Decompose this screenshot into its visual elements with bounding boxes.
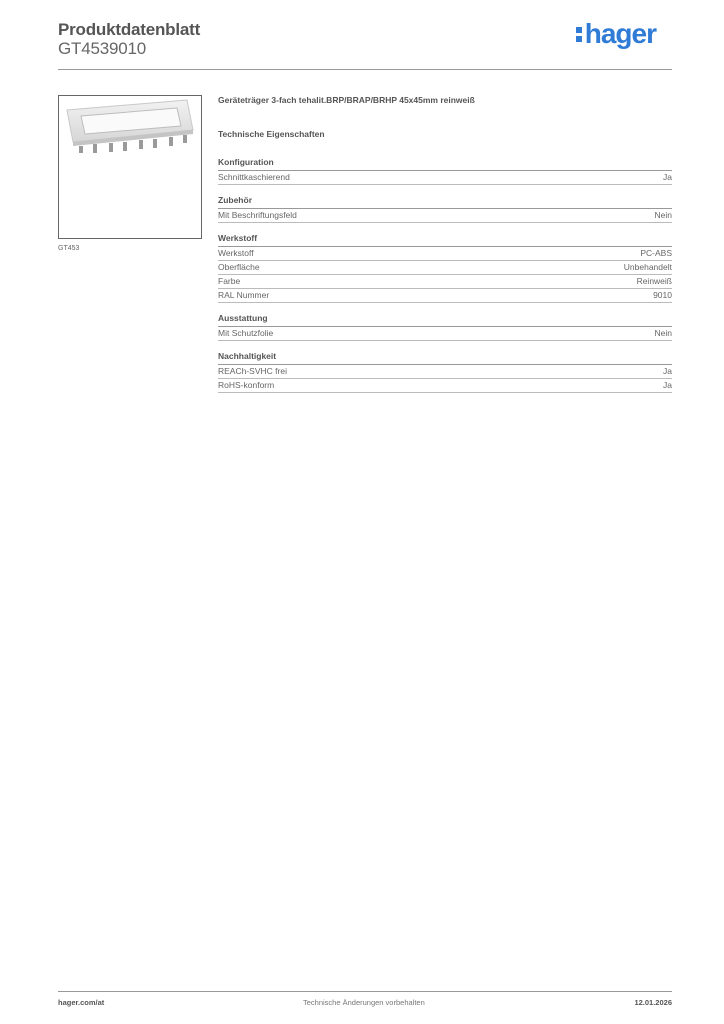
- property-label: Farbe: [218, 276, 241, 286]
- group-konfiguration: [218, 157, 672, 185]
- property-label: Oberfläche: [218, 262, 260, 272]
- property-label: Mit Schutzfolie: [218, 328, 274, 338]
- footer-disclaimer: Technische Änderungen vorbehalten: [303, 998, 425, 1007]
- property-row: [218, 247, 672, 261]
- property-label: RAL Nummer: [218, 290, 270, 300]
- property-row: [218, 289, 672, 303]
- footer-website-link[interactable]: hager.com/at: [58, 998, 105, 1007]
- image-caption: GT453: [58, 245, 80, 252]
- group-title: Nachhaltigkeit: [218, 351, 672, 365]
- property-value: Ja: [663, 380, 672, 390]
- property-row: [218, 209, 672, 223]
- product-image: [58, 95, 202, 239]
- group-title: Werkstoff: [218, 233, 672, 247]
- property-value: Nein: [654, 210, 672, 220]
- page-header: [58, 20, 672, 68]
- property-row: [218, 261, 672, 275]
- property-label: Mit Beschriftungsfeld: [218, 210, 297, 220]
- property-label: RoHS-konform: [218, 380, 275, 390]
- property-value: Nein: [654, 328, 672, 338]
- product-number: GT4539010: [58, 39, 146, 58]
- property-value: Ja: [663, 172, 672, 182]
- section-title: Technische Eigenschaften: [218, 129, 325, 139]
- property-value: Unbehandelt: [623, 262, 672, 272]
- property-value: Reinweiß: [636, 276, 672, 286]
- property-row: [218, 327, 672, 341]
- group-title: Konfiguration: [218, 157, 672, 171]
- group-werkstoff: [218, 233, 672, 303]
- property-label: Werkstoff: [218, 248, 254, 258]
- product-name: Geräteträger 3-fach tehalit.BRP/BRAP/BRHP 45x45mm reinweiß: [218, 95, 475, 105]
- document-title: Produktdatenblatt: [58, 20, 201, 39]
- header-divider: [58, 69, 672, 70]
- property-row: [218, 365, 672, 379]
- footer-divider: [58, 991, 672, 992]
- property-label: REACh-SVHC frei: [218, 366, 287, 376]
- property-value: 9010: [653, 290, 672, 300]
- property-value: Ja: [663, 366, 672, 376]
- logo-dots-icon: [576, 25, 582, 43]
- product-details: [218, 95, 672, 403]
- property-label: Schnittkaschierend: [218, 172, 290, 182]
- property-row: [218, 171, 672, 185]
- logo-text: hager: [584, 18, 656, 49]
- property-row: [218, 379, 672, 393]
- group-title: Zubehör: [218, 195, 672, 209]
- device-carrier-image-icon: [59, 96, 201, 238]
- group-ausstattung: [218, 313, 672, 341]
- group-nachhaltigkeit: [218, 351, 672, 393]
- group-zubehoer: [218, 195, 672, 223]
- property-value: PC-ABS: [640, 248, 672, 258]
- group-title: Ausstattung: [218, 313, 672, 327]
- footer-date: 12.01.2026: [634, 998, 672, 1007]
- property-row: [218, 275, 672, 289]
- hager-logo: [576, 18, 656, 50]
